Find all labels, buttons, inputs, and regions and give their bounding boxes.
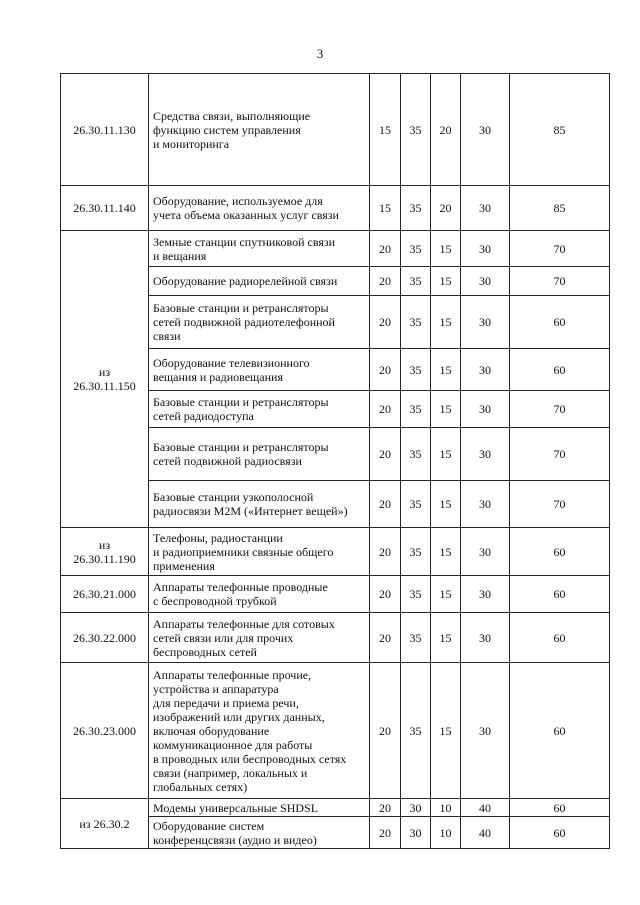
value-cell: 30 — [461, 186, 510, 231]
value-cell: 20 — [370, 481, 401, 528]
value-cell: 30 — [461, 391, 510, 428]
value-cell: 20 — [431, 186, 461, 231]
value-cell: 35 — [401, 186, 431, 231]
value-cell: 30 — [461, 74, 510, 186]
value-cell: 15 — [431, 391, 461, 428]
value-cell: 60 — [510, 349, 610, 391]
value-cell: 20 — [370, 428, 401, 481]
value-cell: 35 — [401, 481, 431, 528]
value-cell: 30 — [461, 267, 510, 296]
value-cell: 15 — [431, 349, 461, 391]
value-cell: 35 — [401, 528, 431, 576]
value-cell: 85 — [510, 186, 610, 231]
value-cell: 30 — [401, 817, 431, 849]
value-cell: 60 — [510, 528, 610, 576]
item-name-cell: Аппараты телефонные проводные с беспроводной трубкой — [149, 576, 370, 613]
item-name-cell: Аппараты телефонные прочие, устройства и аппаратура для передачи и приема речи, изображений или других данных, включая оборудование коммуникационное для работы в проводных или беспроводных сетях связи (например, локальных и глобальных сетях) — [149, 663, 370, 799]
value-cell: 70 — [510, 267, 610, 296]
value-cell: 70 — [510, 428, 610, 481]
value-cell: 20 — [431, 74, 461, 186]
table-row — [61, 799, 610, 817]
value-cell: 60 — [510, 817, 610, 849]
value-cell: 30 — [461, 296, 510, 349]
value-cell: 20 — [370, 231, 401, 267]
value-cell: 20 — [370, 267, 401, 296]
value-cell: 20 — [370, 528, 401, 576]
value-cell: 85 — [510, 74, 610, 186]
value-cell: 20 — [370, 817, 401, 849]
okpd-code-cell: 26.30.23.000 — [61, 663, 149, 799]
value-cell: 30 — [461, 481, 510, 528]
okpd-code-cell: 26.30.11.130 — [61, 74, 149, 186]
item-name-cell: Базовые станции и ретрансляторы сетей подвижной радиотелефонной связи — [149, 296, 370, 349]
item-name-cell: Базовые станции и ретрансляторы сетей радиодоступа — [149, 391, 370, 428]
value-cell: 10 — [431, 799, 461, 817]
value-cell: 30 — [461, 663, 510, 799]
value-cell: 15 — [431, 528, 461, 576]
value-cell: 70 — [510, 231, 610, 267]
value-cell: 15 — [431, 231, 461, 267]
value-cell: 35 — [401, 231, 431, 267]
value-cell: 15 — [431, 481, 461, 528]
item-name-cell: Оборудование телевизионного вещания и радиовещания — [149, 349, 370, 391]
value-cell: 15 — [370, 74, 401, 186]
value-cell: 15 — [370, 186, 401, 231]
table-row — [61, 576, 610, 613]
value-cell: 60 — [510, 576, 610, 613]
okpd-code-cell: 26.30.22.000 — [61, 613, 149, 663]
value-cell: 30 — [461, 231, 510, 267]
value-cell: 40 — [461, 817, 510, 849]
value-cell: 35 — [401, 428, 431, 481]
value-cell: 15 — [431, 428, 461, 481]
item-name-cell: Аппараты телефонные для сотовых сетей связи или для прочих беспроводных сетей — [149, 613, 370, 663]
value-cell: 15 — [431, 267, 461, 296]
value-cell: 15 — [431, 663, 461, 799]
item-name-cell: Земные станции спутниковой связи и вещания — [149, 231, 370, 267]
value-cell: 30 — [461, 349, 510, 391]
value-cell: 30 — [461, 613, 510, 663]
value-cell: 15 — [431, 613, 461, 663]
value-cell: 20 — [370, 576, 401, 613]
item-name-cell: Оборудование радиорелейной связи — [149, 267, 370, 296]
value-cell: 40 — [461, 799, 510, 817]
value-cell: 70 — [510, 391, 610, 428]
value-cell: 60 — [510, 663, 610, 799]
value-cell: 35 — [401, 74, 431, 186]
table-row — [61, 186, 610, 231]
okpd-code-cell: из 26.30.11.150 — [61, 231, 149, 528]
item-name-cell: Оборудование, используемое для учета объема оказанных услуг связи — [149, 186, 370, 231]
value-cell: 35 — [401, 296, 431, 349]
value-cell: 30 — [401, 799, 431, 817]
table-body — [61, 74, 610, 849]
item-name-cell: Базовые станции узкополосной радиосвязи M2M («Интернет вещей») — [149, 481, 370, 528]
value-cell: 70 — [510, 481, 610, 528]
value-cell: 35 — [401, 663, 431, 799]
table-row — [61, 613, 610, 663]
value-cell: 30 — [461, 528, 510, 576]
page-number: 3 — [316, 46, 324, 61]
table-row — [61, 231, 610, 267]
value-cell: 35 — [401, 576, 431, 613]
rates-table — [60, 73, 610, 849]
value-cell: 20 — [370, 663, 401, 799]
table-row — [61, 74, 610, 186]
value-cell: 35 — [401, 391, 431, 428]
value-cell: 20 — [370, 799, 401, 817]
value-cell: 15 — [431, 296, 461, 349]
item-name-cell: Телефоны, радиостанции и радиоприемники связные общего применения — [149, 528, 370, 576]
value-cell: 20 — [370, 613, 401, 663]
okpd-code-cell: 26.30.11.140 — [61, 186, 149, 231]
item-name-cell: Средства связи, выполняющие функцию систем управления и мониторинга — [149, 74, 370, 186]
value-cell: 10 — [431, 817, 461, 849]
value-cell: 60 — [510, 799, 610, 817]
item-name-cell: Базовые станции и ретрансляторы сетей подвижной радиосвязи — [149, 428, 370, 481]
value-cell: 20 — [370, 349, 401, 391]
value-cell: 35 — [401, 613, 431, 663]
value-cell: 30 — [461, 428, 510, 481]
value-cell: 35 — [401, 349, 431, 391]
value-cell: 30 — [461, 576, 510, 613]
value-cell: 35 — [401, 267, 431, 296]
okpd-code-cell: из 26.30.2 — [61, 799, 149, 849]
table-row — [61, 663, 610, 799]
value-cell: 20 — [370, 391, 401, 428]
okpd-code-cell: из 26.30.11.190 — [61, 528, 149, 576]
value-cell: 15 — [431, 576, 461, 613]
table-row — [61, 528, 610, 576]
value-cell: 60 — [510, 613, 610, 663]
item-name-cell: Модемы универсальные SHDSL — [149, 799, 370, 817]
value-cell: 20 — [370, 296, 401, 349]
item-name-cell: Оборудование систем конференцсвязи (аудио и видео) — [149, 817, 370, 849]
value-cell: 60 — [510, 296, 610, 349]
okpd-code-cell: 26.30.21.000 — [61, 576, 149, 613]
